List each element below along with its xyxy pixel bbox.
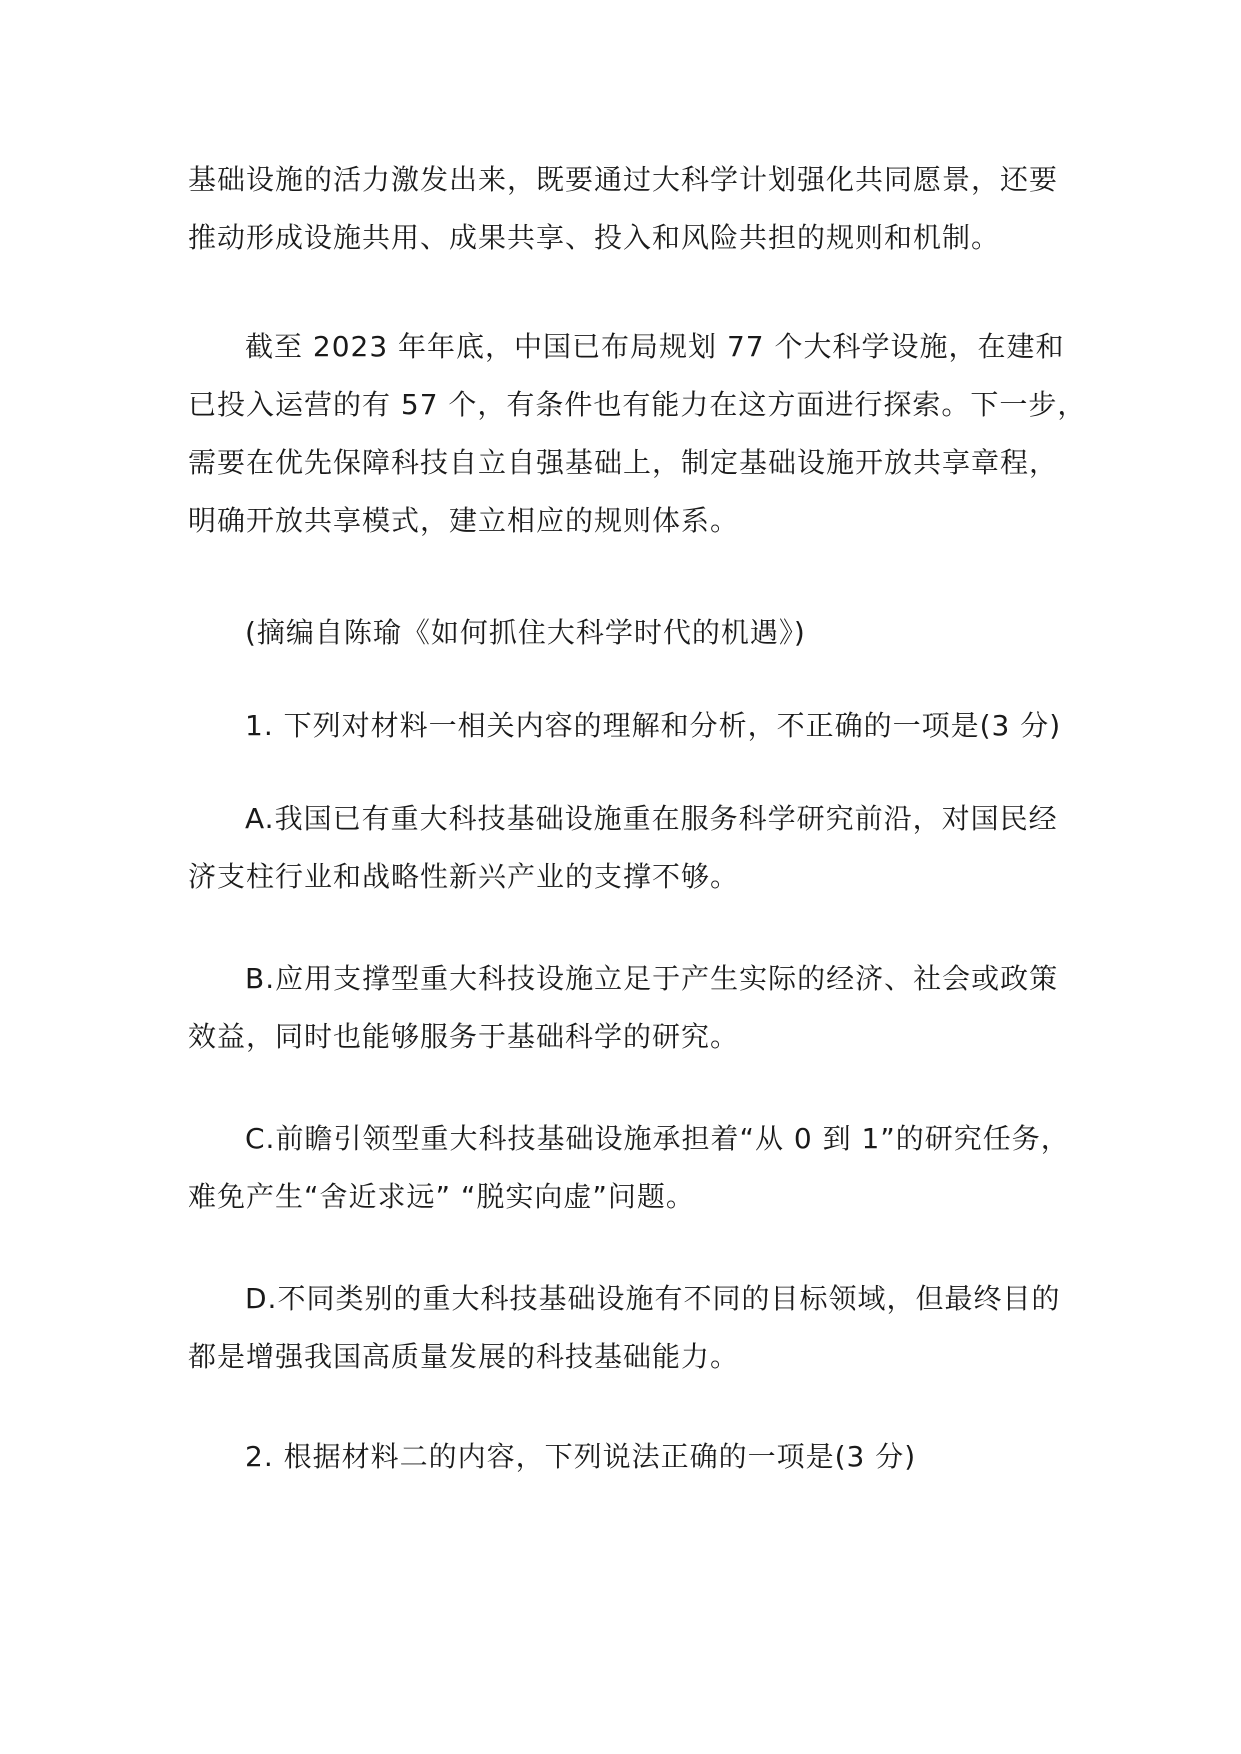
text-line: 已投入运营的有 57 个，有条件也有能力在这方面进行探索。下一步，	[188, 388, 1087, 421]
text-line: 明确开放共享模式，建立相应的规则体系。	[188, 504, 740, 537]
text-line: D.不同类别的重大科技基础设施有不同的目标领域，但最终目的	[245, 1282, 1061, 1315]
option-c	[188, 1110, 1068, 1226]
text-line: 济支柱行业和战略性新兴产业的支撑不够。	[188, 860, 740, 893]
text-line: C.前瞻引领型重大科技基础设施承担着“从 0 到 1”的研究任务，	[245, 1122, 1070, 1155]
text-line: 基础设施的活力激发出来，既要通过大科学计划强化共同愿景，还要	[188, 163, 1059, 196]
text-line: 1. 下列对材料一相关内容的理解和分析，不正确的一项是(3 分)	[245, 709, 1062, 742]
text-line: 推动形成设施共用、成果共享、投入和风险共担的规则和机制。	[188, 221, 1001, 254]
question-1	[188, 697, 1068, 755]
option-d	[188, 1270, 1068, 1386]
text-line: 难免产生“舍近求远” “脱实向虚”问题。	[188, 1180, 695, 1213]
text-line: 需要在优先保障科技自立自强基础上，制定基础设施开放共享章程，	[188, 446, 1059, 479]
question-2	[188, 1428, 1068, 1486]
option-a	[188, 790, 1068, 906]
source-citation	[188, 604, 1068, 662]
text-line: 2. 根据材料二的内容，下列说法正确的一项是(3 分)	[245, 1440, 917, 1473]
text-line: 都是增强我国高质量发展的科技基础能力。	[188, 1340, 740, 1373]
text-line: (摘编自陈瑜《如何抓住大科学时代的机遇》)	[245, 616, 806, 649]
option-b	[188, 950, 1068, 1066]
paragraph-continuation	[188, 151, 1068, 267]
text-line: 效益，同时也能够服务于基础科学的研究。	[188, 1020, 740, 1053]
text-line: 截至 2023 年年底，中国已布局规划 77 个大科学设施，在建和	[245, 330, 1065, 363]
paragraph-facilities-stats	[188, 318, 1087, 550]
text-line: A.我国已有重大科技基础设施重在服务科学研究前沿，对国民经	[245, 802, 1058, 835]
text-line: B.应用支撑型重大科技设施立足于产生实际的经济、社会或政策	[245, 962, 1059, 995]
